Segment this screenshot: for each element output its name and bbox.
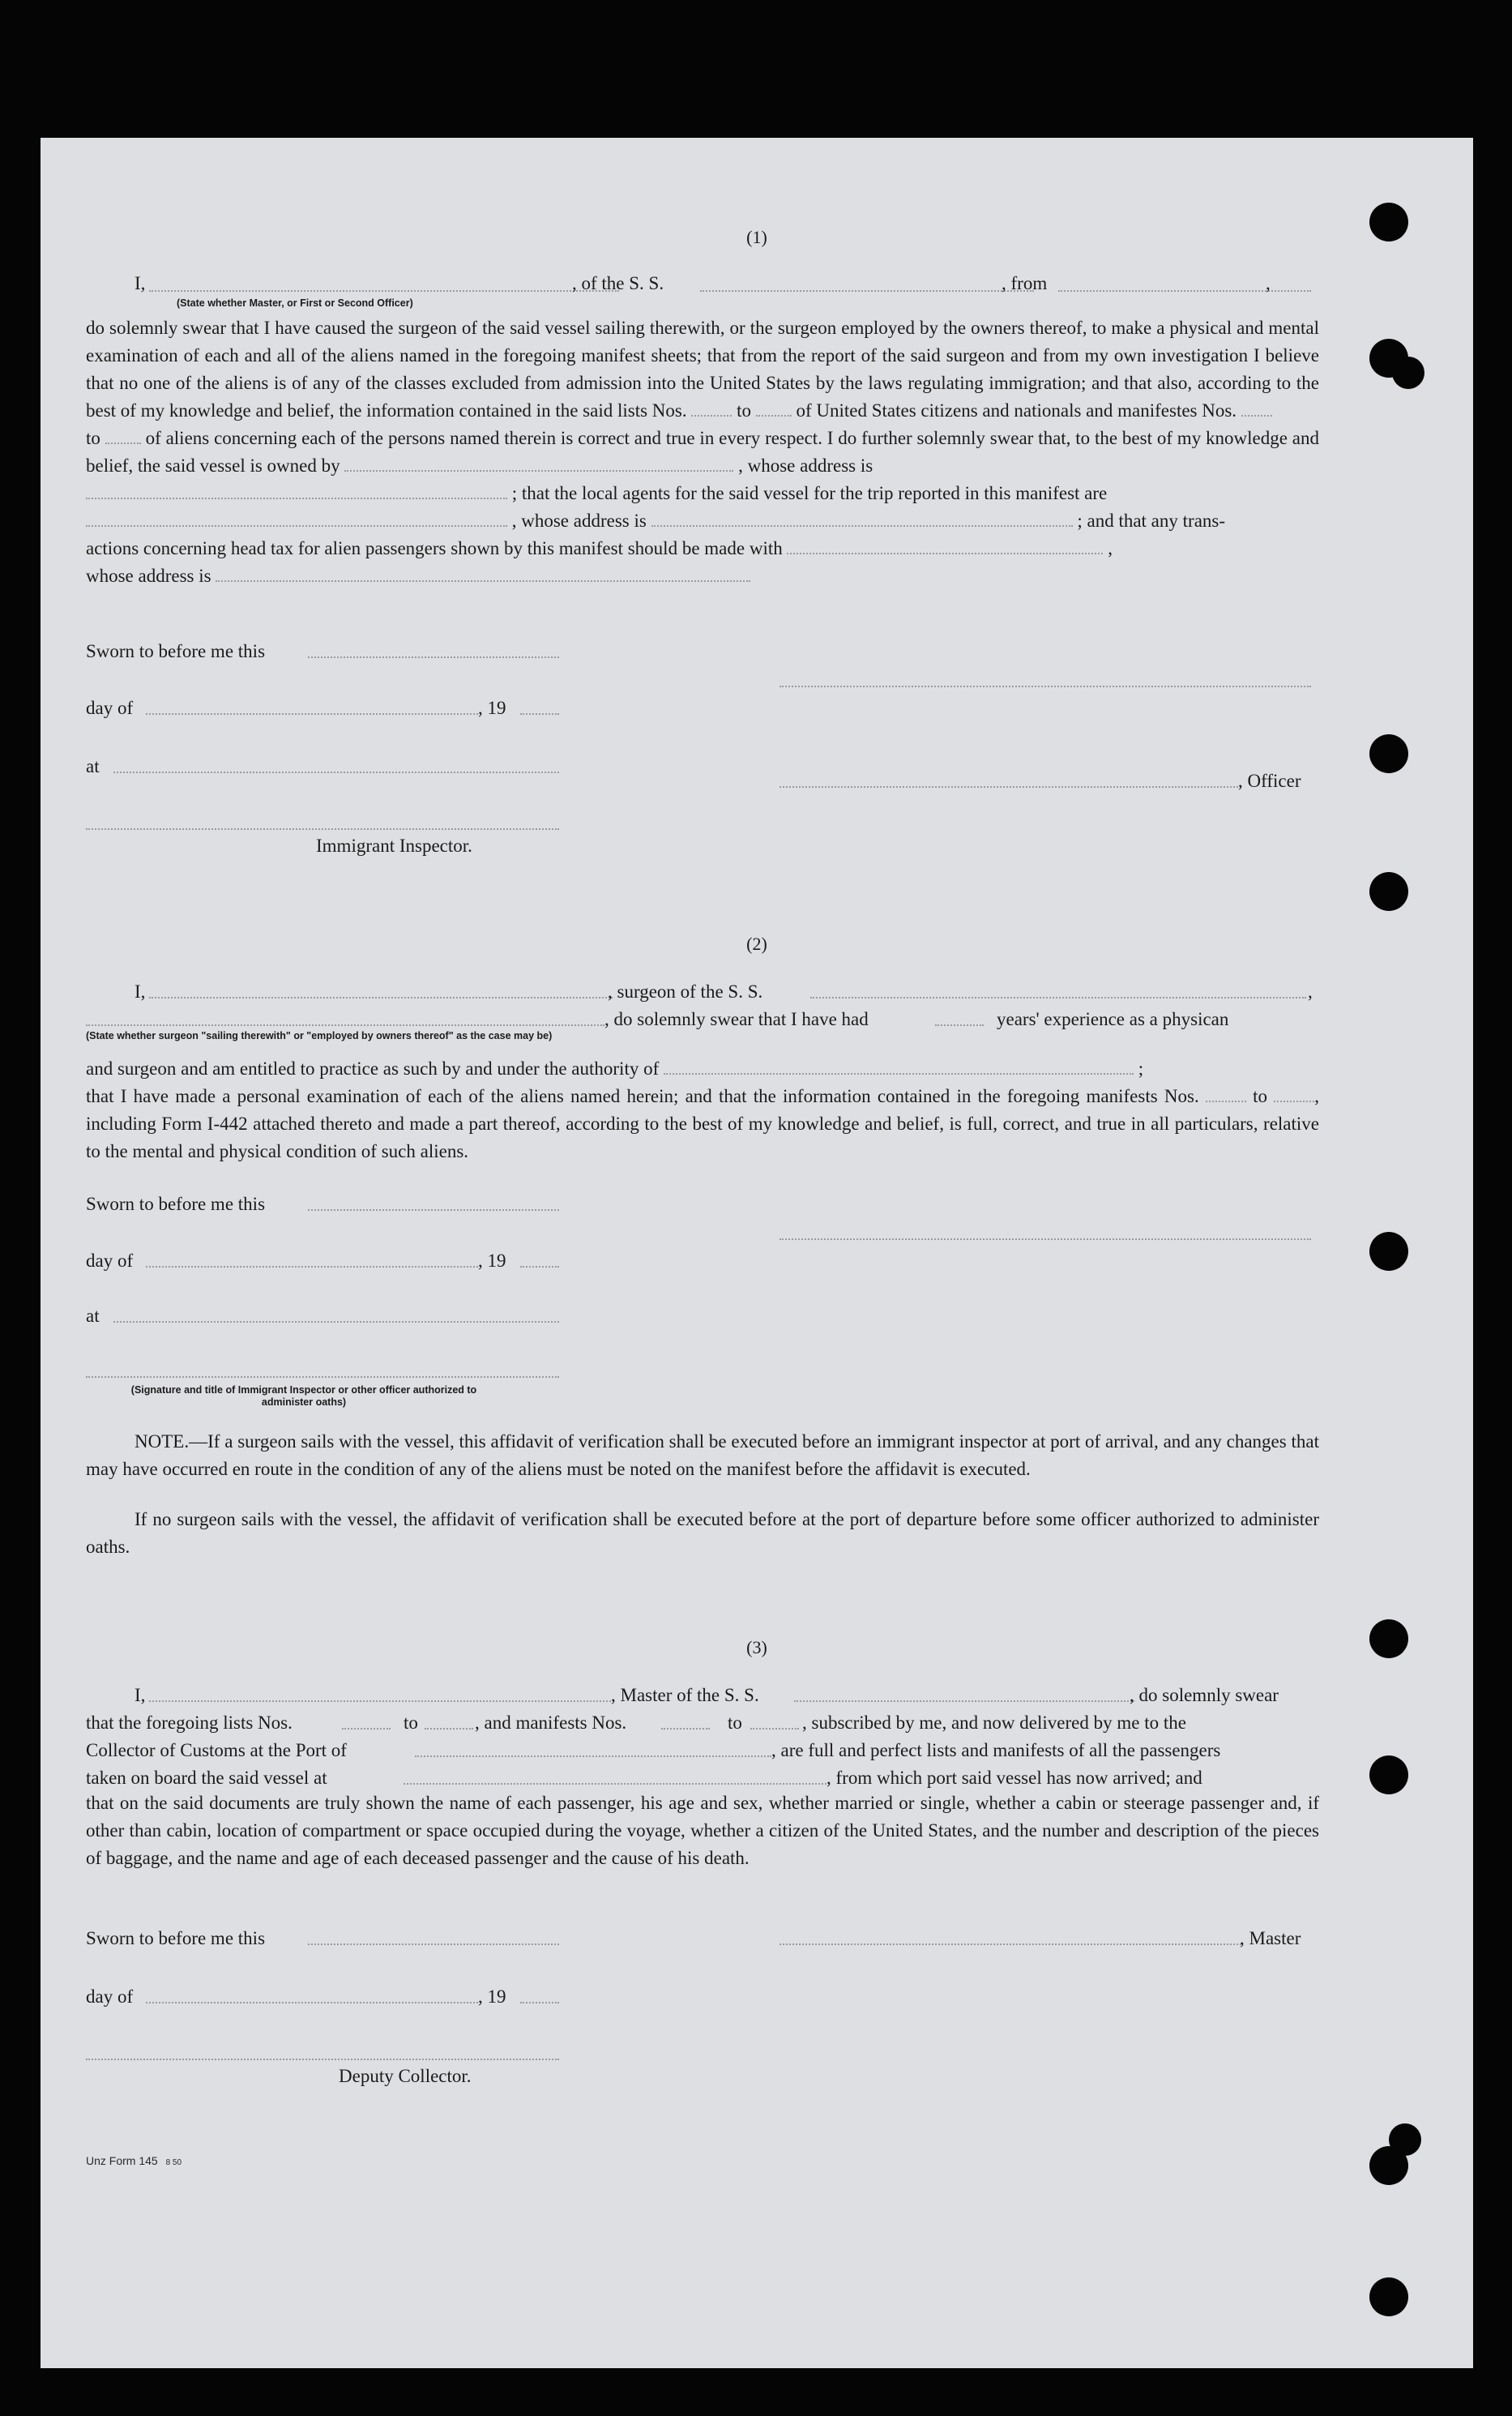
s1-at-label: at bbox=[86, 756, 100, 776]
s3-oath-body bbox=[86, 1790, 1319, 1872]
manifest-affidavit-page bbox=[41, 138, 1473, 2368]
s3-lists-from-field[interactable] bbox=[342, 1728, 391, 1730]
s3-master-of-label: , Master of the S. S. bbox=[611, 1685, 759, 1705]
s1-year-field[interactable] bbox=[520, 713, 559, 715]
s2-do-swear-label: , do solemnly swear that I have had bbox=[604, 1009, 869, 1029]
s2-note-2 bbox=[86, 1506, 1319, 1561]
s3-deputy-collector-label: Deputy Collector. bbox=[339, 2066, 472, 2086]
s1-us-citizens-text: of United States citizens and nationals and manifestes Nos. bbox=[796, 400, 1237, 421]
surgeon-status-hint: (State whether surgeon "sailing therewith" or "employed by owners thereof" as the case may be) bbox=[86, 1030, 553, 1041]
punch-hole bbox=[1369, 1232, 1408, 1271]
s1-inspector-signature-field[interactable] bbox=[86, 828, 559, 830]
manifests-to-field[interactable] bbox=[105, 438, 141, 444]
local-agents-field[interactable] bbox=[86, 520, 507, 527]
punch-hole bbox=[1369, 1755, 1408, 1794]
licensing-authority-field[interactable] bbox=[664, 1068, 1134, 1075]
s2-end-comma: , bbox=[1308, 981, 1313, 1002]
s2-inspector-signature-field[interactable] bbox=[86, 1376, 559, 1378]
s2-sworn-label: Sworn to before me this bbox=[86, 1194, 266, 1214]
s2-at-label: at bbox=[86, 1306, 100, 1326]
s3-to-1: to bbox=[404, 1713, 418, 1733]
section-2-number: (2) bbox=[746, 934, 767, 954]
s3-vessel-field[interactable] bbox=[794, 1700, 1134, 1702]
s1-agents-address-label: , whose address is bbox=[511, 511, 647, 531]
s2-year-field[interactable] bbox=[520, 1266, 559, 1268]
punch-hole bbox=[1369, 734, 1408, 773]
s1-local-agents-text: ; that the local agents for the said vessel for the trip reported in this manifest are bbox=[511, 483, 1108, 503]
s2-examination-text: that I have made a personal examination of each of the aliens named herein; and that the information contained in the foregoing manifests Nos. bbox=[86, 1086, 1199, 1106]
s1-aliens-text: of aliens concerning each of the persons named therein is correct and true in every respect. I do further solemnly swear that, to the best of my knowledge and belief, the said vessel is owned by bbox=[86, 428, 1320, 476]
s2-surgeon-signature-field[interactable] bbox=[779, 1238, 1311, 1240]
s2-manifests-from-field[interactable] bbox=[1206, 1096, 1246, 1102]
s1-trans-text: ; and that any trans- bbox=[1077, 511, 1226, 531]
s3-lists-to-field[interactable] bbox=[425, 1728, 473, 1730]
punch-hole bbox=[1392, 357, 1424, 389]
s2-signature-hint-text: (Signature and title of Immigrant Inspector or other officer authorized to administer oaths) bbox=[130, 1384, 477, 1408]
punch-hole bbox=[1369, 872, 1408, 911]
vessel-owner-field[interactable] bbox=[344, 465, 733, 472]
s1-officer-label: , Officer bbox=[1238, 771, 1301, 791]
s1-officer-signature-upper[interactable] bbox=[779, 686, 1311, 687]
port-of-embarkation-field[interactable] bbox=[404, 1783, 826, 1785]
s1-i-label: I, bbox=[135, 273, 146, 293]
s2-authority-text: and surgeon and am entitled to practice as such by and under the authority of bbox=[86, 1058, 660, 1079]
s1-owner-address-label: , whose address is bbox=[738, 455, 873, 476]
s1-comma: , bbox=[1108, 538, 1113, 558]
s3-manifests-to-field[interactable] bbox=[750, 1728, 799, 1730]
agents-address-field[interactable] bbox=[651, 520, 1073, 527]
s3-do-swear-label: , do solemnly swear bbox=[1130, 1685, 1279, 1705]
officer-name-field[interactable] bbox=[149, 290, 619, 292]
s3-manifests-label: , and manifests Nos. bbox=[475, 1713, 627, 1733]
s1-place-field[interactable] bbox=[113, 772, 559, 773]
s3-month-field[interactable] bbox=[146, 2002, 478, 2003]
s2-month-field[interactable] bbox=[146, 1266, 478, 1268]
form-code: 8 50 bbox=[165, 2158, 182, 2167]
s3-full-perfect-text: , are full and perfect lists and manifests of all the passengers bbox=[771, 1740, 1221, 1760]
s1-head-tax-text: actions concerning head tax for alien passengers shown by this manifest should be made with bbox=[86, 538, 783, 558]
vessel-name-field[interactable] bbox=[700, 290, 1034, 292]
punch-hole bbox=[1369, 2277, 1408, 2316]
s2-signature-hint bbox=[122, 1384, 486, 1409]
s1-oath-text: do solemnly swear that I have caused the surgeon of the said vessel sailing therewith, or the surgeon employed by the owners thereof, to make a physical and mental examination of each and all of the aliens named in the foregoing manifest sheets; that from the report of the said surgeon and from my own investigation I believe that no one of the aliens is of any of the classes excluded from admission into the United States by the laws regulating immigration; and that also, according to the best of my knowledge and belief, the information contained in the said lists Nos. bbox=[86, 318, 1319, 421]
s2-manifests-to-field[interactable] bbox=[1274, 1096, 1314, 1102]
s3-day-of-label: day of bbox=[86, 1986, 134, 2007]
s2-sworn-date-field[interactable] bbox=[308, 1209, 559, 1211]
lists-to-field[interactable] bbox=[756, 410, 792, 417]
lists-from-field[interactable] bbox=[691, 410, 732, 417]
s1-immigrant-inspector-label: Immigrant Inspector. bbox=[316, 836, 472, 856]
s3-to-2: to bbox=[728, 1713, 742, 1733]
s3-manifests-from-field[interactable] bbox=[661, 1728, 710, 1730]
s1-to-2: to bbox=[86, 428, 100, 448]
s2-year-label: , 19 bbox=[478, 1251, 506, 1271]
s1-month-field[interactable] bbox=[146, 713, 478, 715]
s1-from-label: , from bbox=[1002, 273, 1048, 293]
s2-surgeon-of-label: , surgeon of the S. S. bbox=[608, 981, 763, 1002]
s1-sworn-label: Sworn to before me this bbox=[86, 641, 266, 661]
form-id: Unz Form 145 bbox=[86, 2154, 158, 2167]
s1-end-comma: , bbox=[1266, 273, 1271, 293]
s2-vessel-field[interactable] bbox=[810, 997, 1306, 998]
master-name-field[interactable] bbox=[149, 1700, 611, 1702]
s3-master-signature-field[interactable] bbox=[779, 1943, 1241, 1945]
s1-officer-signature-field[interactable] bbox=[779, 786, 1241, 788]
s2-i-label: I, bbox=[135, 981, 146, 1002]
s2-note bbox=[86, 1428, 1319, 1483]
s3-sworn-label: Sworn to before me this bbox=[86, 1928, 266, 1948]
owner-address-field[interactable] bbox=[86, 493, 507, 499]
punch-hole bbox=[1369, 2146, 1408, 2185]
officer-rank-hint: (State whether Master, or First or Second Officer) bbox=[177, 297, 413, 309]
s1-head-tax-address-label: whose address is bbox=[86, 566, 211, 586]
s2-to: to bbox=[1253, 1086, 1268, 1106]
section-3-number: (3) bbox=[746, 1637, 767, 1657]
s3-lists-label: that the foregoing lists Nos. bbox=[86, 1713, 293, 1733]
surgeon-name-field[interactable] bbox=[149, 997, 613, 998]
s3-i-label: I, bbox=[135, 1685, 146, 1705]
s1-ss-label: , of the S. S. bbox=[572, 273, 664, 293]
head-tax-address-field[interactable] bbox=[216, 575, 750, 582]
s2-note-text-2: If no surgeon sails with the vessel, the affidavit of verification shall be executed before at the port of departure before some officer authorized to administer oaths. bbox=[86, 1509, 1319, 1557]
s2-place-field[interactable] bbox=[113, 1321, 559, 1323]
s1-to-1: to bbox=[737, 400, 751, 421]
departure-port-field[interactable] bbox=[1058, 290, 1311, 292]
years-experience-field[interactable] bbox=[935, 1024, 984, 1026]
s3-master-label: , Master bbox=[1240, 1928, 1301, 1948]
s3-taken-on-label: taken on board the said vessel at bbox=[86, 1768, 327, 1788]
s2-years-label: years' experience as a physican bbox=[997, 1009, 1229, 1029]
s3-year-label: , 19 bbox=[478, 1986, 506, 2007]
s2-condition-text: , including Form I-442 attached thereto and made a part thereof, according to the best of my knowledge and belief, is full, correct, and true in all particulars, relative to the mental and physical condition of such aliens. bbox=[86, 1086, 1319, 1161]
s3-collector-signature-field[interactable] bbox=[86, 2059, 559, 2060]
s3-subscribed-text: , subscribed by me, and now delivered by me to the bbox=[802, 1713, 1186, 1733]
s3-from-which-text: , from which port said vessel has now arrived; and bbox=[826, 1768, 1202, 1788]
s3-sworn-date-field[interactable] bbox=[308, 1943, 559, 1945]
s3-year-field[interactable] bbox=[520, 2002, 559, 2003]
s1-sworn-date-field[interactable] bbox=[308, 656, 559, 658]
s3-collector-label: Collector of Customs at the Port of bbox=[86, 1740, 347, 1760]
s2-day-of-label: day of bbox=[86, 1251, 134, 1271]
s1-oath-body bbox=[86, 314, 1319, 590]
section-1-number: (1) bbox=[746, 227, 767, 247]
manifests-from-field[interactable] bbox=[1241, 410, 1272, 417]
s1-year-label: , 19 bbox=[478, 698, 506, 718]
form-number bbox=[86, 2154, 182, 2167]
surgeon-status-field[interactable] bbox=[86, 1024, 604, 1026]
s2-note-text-1: NOTE.—If a surgeon sails with the vessel, this affidavit of verification shall be executed before an immigrant inspector at port of arrival, and any changes that may have occurred en route in the condition of any of the aliens must be noted on the manifest before the affidavit is executed. bbox=[86, 1431, 1319, 1479]
port-of-arrival-field[interactable] bbox=[415, 1755, 771, 1757]
s1-day-of-label: day of bbox=[86, 698, 134, 718]
s2-oath-body bbox=[86, 1055, 1319, 1165]
s2-semicolon: ; bbox=[1138, 1058, 1144, 1079]
s3-documents-text: that on the said documents are truly shown the name of each passenger, his age and sex, whether married or single, whether a cabin or steerage passenger and, if other than cabin, location of compartment or space occupied during the voyage, whether a citizen of the United States, and the number and description of the pieces of baggage, and the name and age of each deceased passenger and the cause of his death. bbox=[86, 1793, 1319, 1868]
head-tax-party-field[interactable] bbox=[787, 548, 1103, 554]
